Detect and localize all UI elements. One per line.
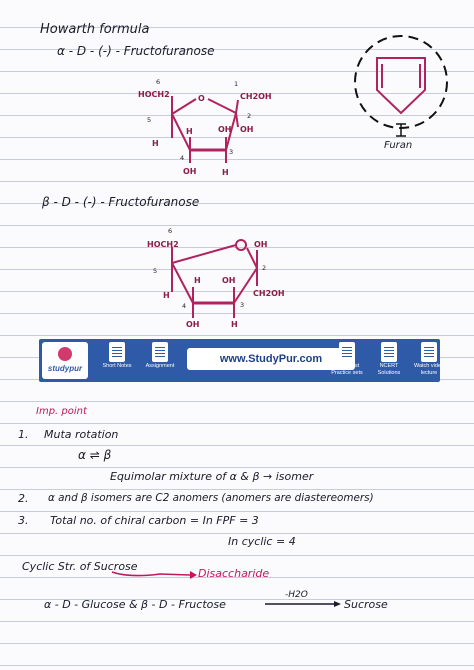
beta-num-4: 4 [182, 302, 187, 310]
beta-label-h-c4: H [194, 276, 201, 285]
sucrose-heading: Cyclic Str. of Sucrose [22, 560, 138, 573]
beta-num-2: 2 [262, 264, 267, 272]
point1-title: Muta rotation [44, 428, 119, 441]
alpha-label-ring-o: O [198, 94, 205, 103]
alpha-num-1: 1 [234, 80, 239, 88]
alpha-label-h-c5: H [152, 139, 159, 148]
point1-equilibrium: α ⇌ β [78, 448, 112, 462]
beta-label-hoch2: HOCH2 [147, 240, 179, 249]
logo-text: studypur [47, 364, 83, 373]
beta-label-oh-c2: OH [254, 240, 268, 249]
page-title: Howarth formula [40, 22, 150, 37]
point3-text: Total no. of chiral carbon = In FPF = 3 [50, 514, 259, 527]
alpha-num-4: 4 [180, 154, 185, 162]
alpha-num-3: 3 [229, 148, 234, 156]
mcq-test-label: MCQ Test Practice sets [331, 363, 363, 376]
website-url[interactable]: www.StudyPur.com [187, 348, 355, 370]
reaction-condition: -H2O [285, 590, 308, 600]
beta-label-ch2oh: CH2OH [253, 289, 285, 298]
reaction-product: Sucrose [344, 598, 388, 611]
notes-heading: Imp. point [36, 406, 87, 417]
beta-num-3: 3 [240, 301, 245, 309]
beta-label-h-c3: H [231, 320, 238, 329]
beta-label-oh-c3: OH [222, 276, 236, 285]
alpha-label-oh-c4: OH [183, 167, 197, 176]
ncert-label: NCERT Solutions [377, 363, 401, 376]
alpha-label-oh-c3: OH [218, 125, 232, 134]
alpha-label-ch2oh: CH2OH [240, 92, 272, 101]
assignment-label: Assignment [145, 363, 175, 369]
alpha-name: α - D - (-) - Fructofuranose [57, 44, 215, 58]
point3-cyclic: In cyclic = 4 [228, 535, 296, 548]
point2-text: α and β isomers are C2 anomers (anomers are diastereomers) [48, 492, 374, 504]
beta-num-5: 5 [153, 267, 158, 275]
alpha-label-hoch2: HOCH2 [138, 90, 170, 99]
beta-label-h-c5: H [163, 291, 170, 300]
point3-number: 3. [18, 514, 29, 527]
alpha-label-h-c3: H [222, 168, 229, 177]
video-lecture-label: Watch video lecture [413, 363, 445, 376]
alpha-num-2: 2 [247, 112, 252, 120]
beta-num-6: 6 [168, 227, 173, 235]
alpha-label-h-c4: H [186, 127, 193, 136]
disaccharide-label: Disaccharide [198, 567, 270, 580]
beta-label-oh-c4: OH [186, 320, 200, 329]
alpha-label-oh-c2: OH [240, 125, 254, 134]
point1-detail: Equimolar mixture of α & β → isomer [110, 470, 314, 483]
beta-name: β - D - (-) - Fructofuranose [42, 195, 200, 209]
short-notes-label: Short Notes [102, 363, 132, 369]
furan-label: Furan [384, 140, 413, 151]
alpha-num-6: 6 [156, 78, 161, 86]
alpha-num-5: 5 [147, 116, 152, 124]
point1-number: 1. [18, 428, 29, 441]
reaction-reactants: α - D - Glucose & β - D - Fructose [44, 598, 226, 611]
point2-number: 2. [18, 492, 29, 505]
